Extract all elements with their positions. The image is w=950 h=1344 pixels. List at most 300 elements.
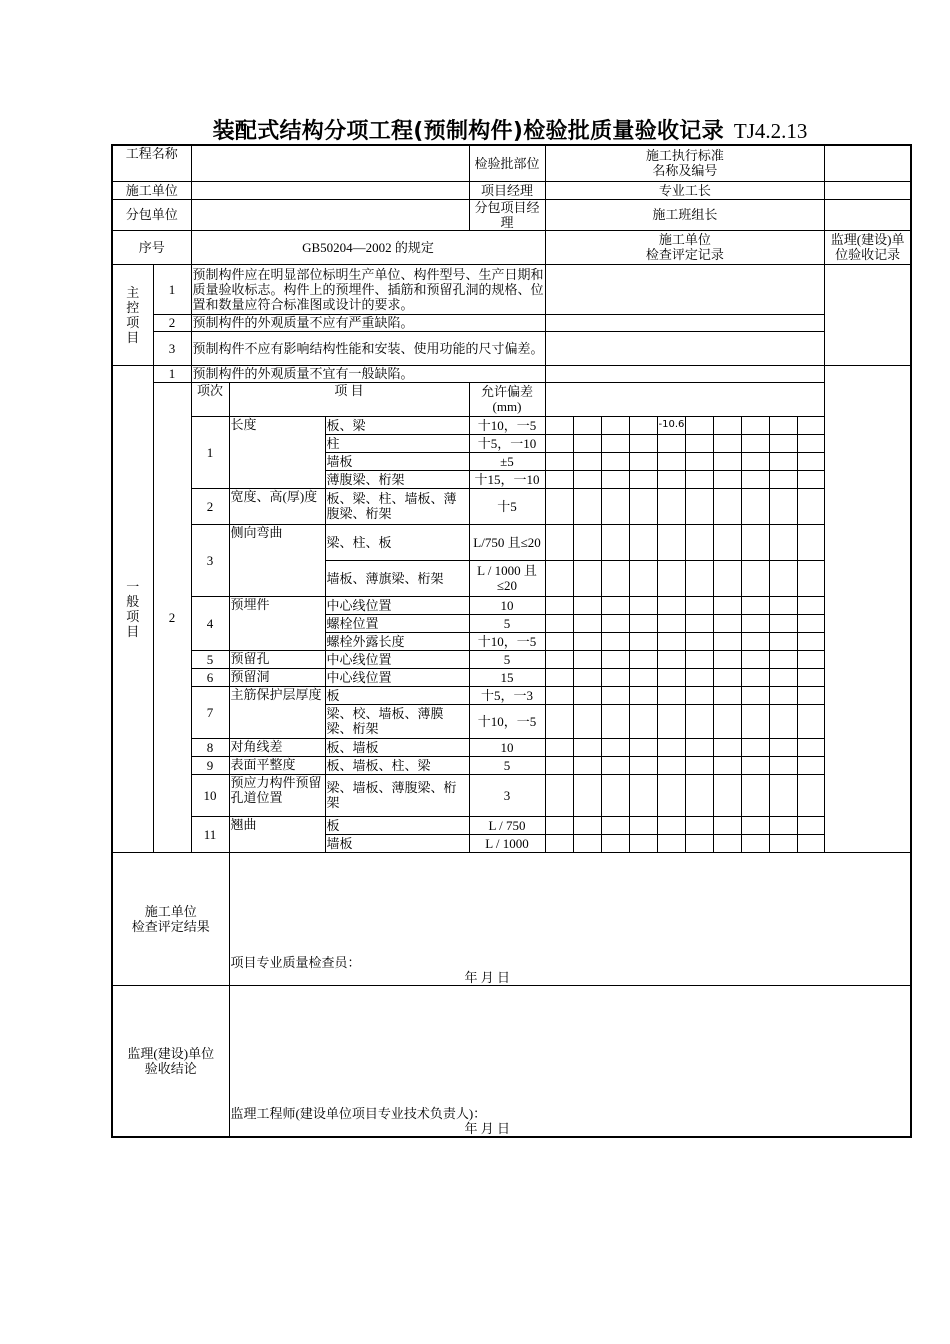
- sub-item-tolerance: ±5: [469, 452, 545, 470]
- sub-item-no: 1: [191, 416, 229, 488]
- sub-item-name: 主筋保护层厚度: [229, 686, 325, 738]
- measurement-cell[interactable]: [714, 560, 742, 596]
- measurement-cell[interactable]: [742, 632, 770, 650]
- team-leader-label: 施工班组长: [545, 199, 825, 230]
- measurement-cell[interactable]: [573, 488, 601, 524]
- measurement-cell[interactable]: [545, 596, 573, 614]
- measurement-cell[interactable]: [629, 434, 657, 452]
- measurement-cell[interactable]: [714, 524, 742, 560]
- measurement-cell[interactable]: [573, 596, 601, 614]
- inspection-form-table: [111, 144, 912, 1138]
- sub-item-member: 梁、墙板、薄腹梁、桁架: [325, 774, 469, 816]
- measurement-cell[interactable]: [573, 756, 601, 774]
- measurement-cell[interactable]: [629, 686, 657, 704]
- general-item-text: 预制构件的外观质量不宜有一般缺陷。: [191, 365, 545, 382]
- measurement-cell[interactable]: [742, 524, 770, 560]
- construction-result-label: [112, 852, 229, 985]
- measurement-sample[interactable]: -10.6: [657, 416, 686, 434]
- check-record-line2: 检查评定记录: [645, 247, 724, 262]
- measurement-cell[interactable]: [714, 416, 742, 434]
- measurement-cell[interactable]: [798, 560, 825, 596]
- measurement-cell[interactable]: [798, 596, 825, 614]
- sub-item-tolerance: 5: [469, 756, 545, 774]
- measurement-cell[interactable]: [798, 774, 825, 816]
- measurement-cell[interactable]: [629, 416, 657, 434]
- sub-item-member: 中心线位置: [325, 650, 469, 668]
- professional-foreman-label: 专业工长: [545, 181, 825, 199]
- measurement-cell[interactable]: [629, 452, 657, 470]
- sub-item-member: 薄腹梁、桁架: [325, 470, 469, 488]
- engineer-label: 监理工程师(建设单位项目专业技术负责人)：: [230, 1106, 487, 1121]
- sub-header-tolerance: [469, 382, 545, 416]
- sub-item-member: 墙板: [325, 834, 469, 852]
- measurement-cell[interactable]: [601, 816, 629, 834]
- measurement-cell[interactable]: [629, 596, 657, 614]
- measurement-cell[interactable]: [573, 816, 601, 834]
- measurement-cell[interactable]: [601, 434, 629, 452]
- measurement-cell[interactable]: [545, 614, 573, 632]
- measurement-cell[interactable]: [714, 774, 742, 816]
- measurement-cell[interactable]: [770, 434, 798, 452]
- measurement-cell[interactable]: [601, 524, 629, 560]
- measurement-cell[interactable]: [601, 650, 629, 668]
- measurement-cell[interactable]: [573, 650, 601, 668]
- measurement-cell[interactable]: [545, 416, 573, 434]
- main-item-no: 3: [153, 331, 191, 365]
- sub-item-no: 7: [191, 686, 229, 738]
- measurement-cell[interactable]: [601, 470, 629, 488]
- measurement-cell[interactable]: [770, 416, 798, 434]
- measurement-cell[interactable]: [686, 650, 714, 668]
- measurement-cell[interactable]: [545, 774, 573, 816]
- standard-label-line1: 施工执行标准: [645, 148, 724, 164]
- measurement-cell[interactable]: [686, 416, 714, 434]
- measurement-cell[interactable]: [657, 470, 686, 488]
- measurement-cell[interactable]: [686, 668, 714, 686]
- engineer-date: 年 月 日: [464, 1121, 511, 1136]
- measurement-cell[interactable]: [601, 774, 629, 816]
- main-item-text: 预制构件不应有影响结构性能和安装、使用功能的尺寸偏差。: [191, 331, 545, 365]
- construction-result-line1: 施工单位: [144, 903, 197, 919]
- measurement-cell[interactable]: [657, 632, 686, 650]
- measurement-cell[interactable]: [686, 704, 714, 738]
- supervision-conclusion-field[interactable]: [229, 985, 911, 1137]
- measurement-cell[interactable]: [601, 632, 629, 650]
- measurement-cell[interactable]: [770, 774, 798, 816]
- sub-item-tolerance: 十10，一5: [469, 632, 545, 650]
- general-supervision-field[interactable]: [825, 365, 911, 852]
- measurement-cell[interactable]: [601, 416, 629, 434]
- measurement-cell[interactable]: [601, 834, 629, 852]
- measurement-cell[interactable]: [545, 816, 573, 834]
- measurement-cell[interactable]: [657, 738, 686, 756]
- sub-item-tolerance: L / 750: [469, 816, 545, 834]
- measurement-cell[interactable]: [629, 704, 657, 738]
- sub-item-name: 预留洞: [229, 668, 325, 686]
- measurement-cell[interactable]: [798, 488, 825, 524]
- measurement-cell[interactable]: [686, 632, 714, 650]
- general-item-no: 2: [153, 382, 191, 852]
- measurement-cell[interactable]: [545, 756, 573, 774]
- measurement-cell[interactable]: [714, 650, 742, 668]
- measurement-cell[interactable]: [601, 614, 629, 632]
- measurement-cell[interactable]: [714, 704, 742, 738]
- measurement-cell[interactable]: [742, 560, 770, 596]
- measurement-cell[interactable]: [601, 596, 629, 614]
- inspection-part-label: 检验批部位: [469, 145, 545, 181]
- measurement-cell[interactable]: [545, 650, 573, 668]
- measurement-cell[interactable]: [714, 596, 742, 614]
- measurement-cell[interactable]: [742, 704, 770, 738]
- measurement-cell[interactable]: [629, 668, 657, 686]
- measurement-cell[interactable]: [770, 834, 798, 852]
- measurement-cell[interactable]: [657, 614, 686, 632]
- sub-item-name: 侧向弯曲: [229, 524, 325, 596]
- sub-item-member: 板: [325, 816, 469, 834]
- measurement-cell[interactable]: [629, 756, 657, 774]
- form-code: TJ4.2.13: [733, 119, 808, 143]
- measurement-cell[interactable]: [545, 738, 573, 756]
- measurement-cell[interactable]: [573, 416, 601, 434]
- professional-foreman-field[interactable]: [825, 181, 911, 199]
- main-item-record[interactable]: [545, 331, 825, 365]
- measurement-cell[interactable]: [798, 668, 825, 686]
- measurement-cell[interactable]: [742, 774, 770, 816]
- measurement-cell[interactable]: [657, 650, 686, 668]
- inspector-date: 年 月 日: [464, 969, 511, 985]
- measurement-cell[interactable]: [657, 524, 686, 560]
- measurement-cell[interactable]: [629, 650, 657, 668]
- main-control-char: 目: [126, 329, 140, 345]
- measurement-cell[interactable]: [657, 756, 686, 774]
- construction-result-line2: 检查评定结果: [131, 918, 210, 934]
- measurement-cell[interactable]: [629, 834, 657, 852]
- measurement-cell[interactable]: [573, 704, 601, 738]
- measurement-cell[interactable]: [686, 560, 714, 596]
- measurement-cell[interactable]: [657, 488, 686, 524]
- measurement-cell[interactable]: [770, 524, 798, 560]
- project-manager-label: 项目经理: [469, 181, 545, 199]
- measurement-cell[interactable]: [798, 470, 825, 488]
- measurement-cell[interactable]: [657, 816, 686, 834]
- measurement-cell[interactable]: [545, 632, 573, 650]
- measurement-cell[interactable]: [629, 524, 657, 560]
- measurement-cell[interactable]: [770, 816, 798, 834]
- inspector-label: 项目专业质量检查员：: [230, 954, 361, 970]
- measurement-cell[interactable]: [573, 668, 601, 686]
- main-item-record[interactable]: [545, 314, 825, 331]
- measurement-cell[interactable]: [657, 434, 686, 452]
- sub-item-name: 表面平整度: [229, 756, 325, 774]
- measurement-cell[interactable]: [714, 488, 742, 524]
- sub-item-tolerance: 十10，一5: [469, 416, 545, 434]
- sub-item-tolerance: 10: [469, 738, 545, 756]
- measurement-cell[interactable]: [573, 560, 601, 596]
- measurement-cell[interactable]: [629, 816, 657, 834]
- general-char: 般: [126, 593, 140, 609]
- supervision-conclusion-label: [112, 985, 229, 1137]
- sub-item-member: 墙板、薄旗梁、桁架: [325, 560, 469, 596]
- sub-item-member: 中心线位置: [325, 668, 469, 686]
- standard-label: [545, 145, 825, 181]
- measurement-cell[interactable]: [742, 452, 770, 470]
- measurement-cell[interactable]: [545, 668, 573, 686]
- general-char: 目: [126, 623, 140, 639]
- measurement-cell[interactable]: [714, 816, 742, 834]
- measurement-cell[interactable]: [770, 632, 798, 650]
- measurement-cell[interactable]: [686, 524, 714, 560]
- sub-item-tolerance: 5: [469, 650, 545, 668]
- sub-item-no: 5: [191, 650, 229, 668]
- measurement-cell[interactable]: [545, 704, 573, 738]
- supervision-record-label: [825, 230, 911, 264]
- tolerance-label-line1: 允许偏差: [480, 384, 533, 399]
- sub-item-tolerance: 10: [469, 596, 545, 614]
- measurement-cell[interactable]: [573, 686, 601, 704]
- measurement-cell[interactable]: [573, 632, 601, 650]
- measurement-cell[interactable]: [714, 834, 742, 852]
- measurement-cell[interactable]: [545, 524, 573, 560]
- project-name-field[interactable]: [191, 145, 469, 181]
- main-supervision-field[interactable]: [825, 264, 911, 365]
- measurement-cell[interactable]: [657, 596, 686, 614]
- measurement-cell[interactable]: [657, 704, 686, 738]
- measurement-cell[interactable]: [629, 614, 657, 632]
- main-item-text: 预制构件的外观质量不应有严重缺陷。: [191, 314, 545, 331]
- measurement-cell[interactable]: [742, 596, 770, 614]
- measurement-cell[interactable]: [770, 756, 798, 774]
- main-control-char: 项: [126, 314, 140, 330]
- measurement-cell[interactable]: [742, 416, 770, 434]
- main-item-text: 预制构件应在明显部位标明生产单位、构件型号、生产日期和质量验收标志。构件上的预埋件、插筋和预留孔洞的规格、位置和数量应符合标准图或设计的要求。: [191, 264, 545, 314]
- measurement-cell[interactable]: [798, 416, 825, 434]
- measurement-cell[interactable]: [686, 756, 714, 774]
- measurement-cell[interactable]: [573, 434, 601, 452]
- supervision-record-line1: 监理(建设)单: [830, 232, 905, 247]
- sub-item-no: 6: [191, 668, 229, 686]
- sub-item-member: 螺栓外露长度: [325, 632, 469, 650]
- measurement-cell[interactable]: [573, 470, 601, 488]
- measurement-cell[interactable]: [686, 774, 714, 816]
- measurement-cell[interactable]: [742, 668, 770, 686]
- measurement-cell[interactable]: [798, 834, 825, 852]
- measurement-cell[interactable]: [545, 834, 573, 852]
- measurement-cell[interactable]: [798, 686, 825, 704]
- sub-item-tolerance: 15: [469, 668, 545, 686]
- sub-item-tolerance: 十5，一3: [469, 686, 545, 704]
- measurement-cell[interactable]: [742, 470, 770, 488]
- measurement-cell[interactable]: [742, 686, 770, 704]
- measurement-cell[interactable]: [573, 614, 601, 632]
- sub-project-manager-label: 分包项目经理: [469, 199, 545, 230]
- general-item-record[interactable]: [545, 365, 825, 382]
- measurement-cell[interactable]: [770, 560, 798, 596]
- measurement-cell[interactable]: [629, 560, 657, 596]
- measurement-cell[interactable]: [657, 560, 686, 596]
- sub-header-item: 项 目: [229, 382, 469, 416]
- sub-item-member: 梁、柱、板: [325, 524, 469, 560]
- measurement-cell[interactable]: [770, 738, 798, 756]
- measurement-cell[interactable]: [545, 488, 573, 524]
- sub-item-no: 3: [191, 524, 229, 596]
- measurement-cell[interactable]: [601, 704, 629, 738]
- main-control-char: 主: [126, 284, 140, 300]
- measurement-cell[interactable]: [601, 738, 629, 756]
- construction-result-field[interactable]: [229, 852, 911, 985]
- measurement-cell[interactable]: [770, 650, 798, 668]
- measurement-cell[interactable]: [686, 614, 714, 632]
- team-leader-field[interactable]: [825, 199, 911, 230]
- measurement-cell[interactable]: [601, 756, 629, 774]
- measurement-cell[interactable]: [798, 452, 825, 470]
- measurement-cell[interactable]: [798, 650, 825, 668]
- subcontractor-label: 分包单位: [112, 199, 191, 230]
- sub-header-no: 项次: [191, 382, 229, 416]
- measurement-cell[interactable]: [657, 668, 686, 686]
- measurement-cell[interactable]: [545, 686, 573, 704]
- measurement-cell[interactable]: [714, 632, 742, 650]
- measurement-cell[interactable]: [686, 834, 714, 852]
- measurement-cell[interactable]: [629, 488, 657, 524]
- construction-unit-label: 施工单位: [112, 181, 191, 199]
- measurement-cell[interactable]: [714, 434, 742, 452]
- sub-item-tolerance: 十5: [469, 488, 545, 524]
- measurement-cell[interactable]: [770, 452, 798, 470]
- measurement-cell[interactable]: [798, 704, 825, 738]
- sub-item-member: 螺栓位置: [325, 614, 469, 632]
- sub-item-no: 2: [191, 488, 229, 524]
- measurement-cell[interactable]: [742, 650, 770, 668]
- measurement-cell[interactable]: [770, 614, 798, 632]
- measurement-cell[interactable]: [601, 686, 629, 704]
- measurement-cell[interactable]: [714, 452, 742, 470]
- main-item-record[interactable]: [545, 264, 825, 314]
- spec-label: GB50204—2002 的规定: [191, 230, 545, 264]
- measurement-cell[interactable]: [573, 774, 601, 816]
- measurement-cell[interactable]: [798, 756, 825, 774]
- sub-item-member: 柱: [325, 434, 469, 452]
- construction-unit-field[interactable]: [191, 181, 469, 199]
- measurement-cell[interactable]: [601, 560, 629, 596]
- sub-item-name: 预埋件: [229, 596, 325, 650]
- measurement-cell[interactable]: [714, 668, 742, 686]
- measurement-cell[interactable]: [657, 686, 686, 704]
- measurement-cell[interactable]: [629, 738, 657, 756]
- measurement-cell[interactable]: [798, 738, 825, 756]
- sub-item-member: 板: [325, 686, 469, 704]
- measurement-cell[interactable]: [798, 632, 825, 650]
- sub-item-tolerance: L / 1000 且≤20: [469, 560, 545, 596]
- subcontractor-field[interactable]: [191, 199, 469, 230]
- sub-item-member: 板、墙板: [325, 738, 469, 756]
- measurement-cell[interactable]: [657, 452, 686, 470]
- general-char: 项: [126, 608, 140, 624]
- main-control-label: [112, 264, 153, 365]
- sub-item-member: 板、梁: [325, 416, 469, 434]
- sub-item-name: 预应力构件预留孔道位置: [229, 774, 325, 816]
- measurement-cell[interactable]: [573, 834, 601, 852]
- measurement-cell[interactable]: [573, 524, 601, 560]
- measurement-cell[interactable]: [742, 834, 770, 852]
- measurement-cell[interactable]: [714, 738, 742, 756]
- supervision-record-line2: 位验收记录: [835, 247, 901, 262]
- measurement-cell[interactable]: [629, 774, 657, 816]
- measurement-cell[interactable]: [629, 632, 657, 650]
- measurement-cell[interactable]: [770, 686, 798, 704]
- measurement-cell[interactable]: [657, 834, 686, 852]
- measurement-cell[interactable]: [742, 614, 770, 632]
- measurement-cell[interactable]: [545, 470, 573, 488]
- measurement-cell[interactable]: [798, 816, 825, 834]
- measurement-cell[interactable]: [770, 470, 798, 488]
- sub-item-tolerance: 十15，一10: [469, 470, 545, 488]
- measurement-cell[interactable]: [686, 596, 714, 614]
- measurement-cell[interactable]: [742, 434, 770, 452]
- measurement-cell[interactable]: [770, 704, 798, 738]
- standard-label-line2: 名称及编号: [652, 163, 718, 179]
- measurement-cell[interactable]: [629, 470, 657, 488]
- sub-item-member: 墙板: [325, 452, 469, 470]
- measurement-cell[interactable]: [601, 668, 629, 686]
- measurement-cell[interactable]: [545, 452, 573, 470]
- sub-item-no: 8: [191, 738, 229, 756]
- measurement-cell[interactable]: [686, 470, 714, 488]
- measurement-cell[interactable]: [601, 452, 629, 470]
- general-label: [112, 365, 153, 852]
- measurement-cell[interactable]: [798, 614, 825, 632]
- sub-item-no: 11: [191, 816, 229, 852]
- measurement-cell[interactable]: [545, 434, 573, 452]
- measurement-cell[interactable]: [545, 560, 573, 596]
- measurement-cell[interactable]: [573, 738, 601, 756]
- measurement-cell[interactable]: [770, 596, 798, 614]
- measurement-cell[interactable]: [686, 434, 714, 452]
- measurement-cell[interactable]: [686, 816, 714, 834]
- measurement-cell[interactable]: [686, 488, 714, 524]
- measurement-cell[interactable]: [686, 686, 714, 704]
- supervision-conclusion-line2: 验收结论: [144, 1060, 197, 1076]
- sub-item-name: 宽度、高(厚)度: [229, 488, 325, 524]
- main-item-no: 1: [153, 264, 191, 314]
- measurement-cell[interactable]: [742, 738, 770, 756]
- measurement-cell[interactable]: [742, 488, 770, 524]
- measurement-cell[interactable]: [770, 668, 798, 686]
- project-name-label: 工程名称: [112, 145, 191, 181]
- measurement-cell[interactable]: [798, 434, 825, 452]
- sub-item-no: 9: [191, 756, 229, 774]
- measurement-cell[interactable]: [686, 452, 714, 470]
- measurement-cell[interactable]: [714, 470, 742, 488]
- measurement-cell[interactable]: [657, 774, 686, 816]
- measurement-cell[interactable]: [798, 524, 825, 560]
- sub-item-member: 梁、校、墙板、薄膜梁、桁架: [325, 704, 469, 738]
- sub-item-member: 板、梁、柱、墙板、薄腹梁、桁架: [325, 488, 469, 524]
- measurement-cell[interactable]: [573, 452, 601, 470]
- measurement-cell[interactable]: [770, 488, 798, 524]
- measurement-cell[interactable]: [714, 686, 742, 704]
- sub-item-no: 4: [191, 596, 229, 650]
- standard-field[interactable]: [825, 145, 911, 181]
- sub-item-tolerance: 十5，一10: [469, 434, 545, 452]
- main-control-char: 控: [126, 299, 140, 315]
- measurement-cell[interactable]: [686, 738, 714, 756]
- general-item-no: 1: [153, 365, 191, 382]
- measurement-cell[interactable]: [601, 488, 629, 524]
- measurement-cell[interactable]: [714, 756, 742, 774]
- measurement-cell[interactable]: [714, 614, 742, 632]
- measurement-cell[interactable]: [742, 816, 770, 834]
- measurement-cell[interactable]: [742, 756, 770, 774]
